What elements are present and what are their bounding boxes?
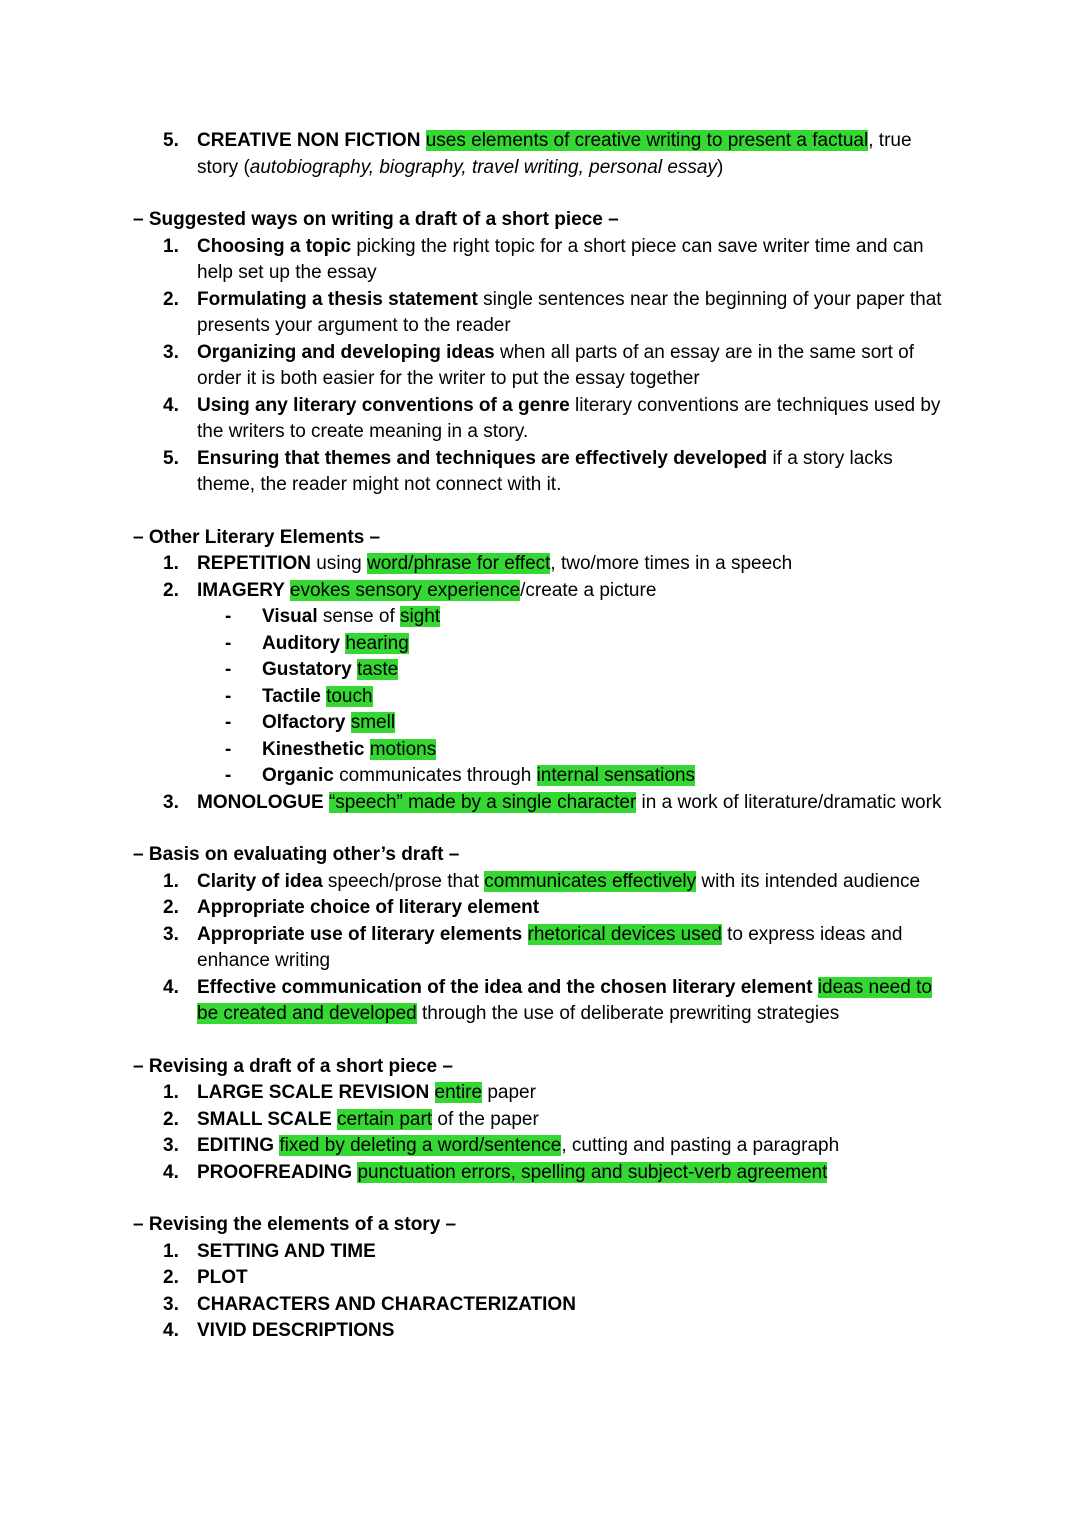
text-run: Visual (262, 606, 323, 627)
list-item-marker: 3. (163, 341, 179, 363)
list-item (133, 1292, 947, 1319)
list-item-text (262, 631, 947, 658)
list-item (133, 763, 947, 790)
section-heading-text: – Revising a draft of a short piece – (133, 1055, 453, 1077)
list-item (133, 737, 947, 764)
list-item (133, 287, 947, 340)
list-item-text (197, 1239, 947, 1266)
list (133, 234, 947, 499)
list-item-marker: - (225, 712, 232, 733)
text-run: literary conventions are techniques used by the writers to create meaning in a story. (197, 394, 941, 442)
section-heading (133, 1212, 947, 1239)
text-run: autobiography, biography, travel writing, personal essay (249, 156, 717, 178)
list-item-marker: 3. (163, 1293, 179, 1315)
list-item-marker: 4. (163, 976, 179, 998)
list-item (133, 446, 947, 499)
list-item-text (197, 1133, 947, 1160)
list-item-text (262, 604, 947, 631)
list-item (133, 340, 947, 393)
text-run: MONOLOGUE (197, 791, 329, 813)
text-run: if a story lacks theme, the reader might not connect with it. (197, 447, 893, 495)
list-item-text (197, 128, 947, 181)
list-item (133, 922, 947, 975)
highlighted-text-run: “speech” made by a single character (328, 791, 637, 813)
highlighted-text-run: uses elements of creative writing to present a factual (425, 130, 869, 151)
text-run: SMALL SCALE (197, 1108, 338, 1130)
highlighted-text-run: entire (434, 1082, 483, 1103)
text-run: PROOFREADING (197, 1161, 358, 1183)
text-run: Kinesthetic (262, 738, 370, 760)
text-run: paper (482, 1082, 536, 1103)
text-run: /create a picture (520, 579, 657, 601)
list-item-marker: 4. (163, 394, 179, 416)
list-item-marker: 2. (163, 288, 179, 310)
list-item (133, 684, 947, 711)
list-item-marker: 1. (163, 1082, 179, 1103)
section-heading-text: – Revising the elements of a story – (133, 1214, 457, 1235)
text-run: , true story ( (197, 130, 912, 178)
text-run: Appropriate choice of literary element (197, 897, 540, 918)
text-run: Olfactory (262, 712, 351, 733)
list-item-marker: 2. (163, 897, 179, 918)
highlighted-text-run: touch (326, 685, 373, 707)
text-run: through the use of deliberate prewriting strategies (416, 1003, 840, 1024)
list-item (133, 1160, 947, 1187)
text-run: Effective communication of the idea and the chosen literary element (197, 976, 818, 998)
list-item (133, 975, 947, 1028)
text-run: VIVID DESCRIPTIONS (197, 1320, 395, 1341)
list-item (133, 604, 947, 631)
text-run: Formulating a thesis statement (197, 288, 484, 310)
list-item-marker: 2. (163, 579, 179, 601)
text-run: CREATIVE NON FICTION (197, 130, 426, 151)
list-item-marker: - (225, 685, 232, 707)
text-run: when all parts of an essay are in the same sort of order it is both easier for the writer to put the essay together (197, 341, 914, 389)
text-run: Organizing and developing ideas (197, 341, 500, 363)
text-run: Organic (262, 765, 340, 786)
list-item-marker: - (225, 659, 232, 680)
text-run: single sentences near the beginning of your paper that presents your argument to the reader (197, 288, 942, 336)
text-run: using (316, 553, 367, 574)
highlighted-text-run: rhetorical devices used (527, 923, 722, 945)
list-item-marker: 1. (163, 1240, 179, 1262)
highlighted-text-run: ideas need to be created and developed (197, 976, 932, 1024)
list-item (133, 710, 947, 737)
text-run: IMAGERY (197, 579, 290, 601)
list-item (133, 128, 947, 181)
list-item-marker: - (225, 738, 232, 760)
section-heading (133, 1054, 947, 1081)
highlighted-text-run: taste (357, 659, 399, 680)
list-item (133, 1239, 947, 1266)
list (133, 869, 947, 1028)
list-item (133, 631, 947, 658)
list-item-text (197, 578, 947, 605)
highlighted-text-run: internal sensations (536, 765, 696, 786)
text-run: speech/prose that (327, 870, 485, 892)
text-run: PLOT (197, 1267, 248, 1288)
text-run: Ensuring that themes and techniques are effectively developed (197, 447, 773, 469)
highlighted-text-run: smell (350, 712, 396, 733)
highlighted-text-run: punctuation errors, spelling and subject-verb agreement (357, 1161, 828, 1183)
section-heading (133, 207, 947, 234)
highlighted-text-run: communicates effectively (484, 870, 697, 892)
highlighted-text-run: hearing (345, 632, 409, 654)
list-item-text (197, 975, 947, 1028)
list-item (133, 895, 947, 922)
list-item (133, 234, 947, 287)
text-run: with its intended audience (696, 870, 921, 892)
list-item-marker: 3. (163, 791, 179, 813)
text-run: SETTING AND TIME (197, 1240, 376, 1262)
list-item (133, 1133, 947, 1160)
text-run: Using any literary conventions of a genre (197, 394, 575, 416)
text-run: sense of (322, 606, 401, 627)
list (133, 128, 947, 181)
highlighted-text-run: sight (400, 606, 441, 627)
list-item-text (197, 1318, 947, 1345)
list-item-marker: 3. (163, 1135, 179, 1156)
list-item-text (262, 710, 947, 737)
section-heading (133, 525, 947, 552)
text-run: Auditory (262, 632, 346, 654)
list-item-text (197, 869, 947, 896)
list-item-marker: 5. (163, 130, 179, 151)
list-item-text (262, 657, 947, 684)
text-run: communicates through (339, 765, 537, 786)
highlighted-text-run: fixed by deleting a word/sentence (279, 1135, 562, 1156)
text-run: Choosing a topic (197, 235, 357, 257)
list-item-text (262, 684, 947, 711)
list-item-text (197, 393, 947, 446)
list-item-marker: 5. (163, 447, 179, 469)
list-item-text (197, 1080, 947, 1107)
text-run: Gustatory (262, 659, 358, 680)
text-run: Clarity of idea (197, 870, 328, 892)
list-item-marker: 3. (163, 923, 179, 945)
list-item (133, 790, 947, 817)
highlighted-text-run: motions (369, 738, 437, 760)
list-item-marker: - (225, 632, 232, 654)
list-item (133, 1080, 947, 1107)
list-item-marker: 2. (163, 1267, 179, 1288)
list-item (133, 869, 947, 896)
text-run: LARGE SCALE REVISION (197, 1082, 435, 1103)
section-heading-text: – Other Literary Elements – (133, 526, 381, 548)
list-item-text (197, 551, 947, 578)
text-run: ) (716, 156, 724, 178)
list-item-text (197, 340, 947, 393)
list-item-text (197, 790, 947, 817)
section-heading-text: – Suggested ways on writing a draft of a short piece – (133, 209, 619, 230)
text-run: of the paper (432, 1108, 539, 1130)
list-item-marker: 4. (163, 1161, 179, 1183)
list-item-marker: 2. (163, 1108, 179, 1130)
list-item (133, 393, 947, 446)
list-item-marker: 4. (163, 1320, 179, 1341)
list-item-text (197, 1292, 947, 1319)
section-heading (133, 842, 947, 869)
list-item-marker: - (225, 606, 232, 627)
list (133, 551, 947, 816)
list-item (133, 551, 947, 578)
list-item-text (197, 1265, 947, 1292)
list-item-text (197, 234, 947, 287)
highlighted-text-run: evokes sensory experience (289, 579, 521, 601)
text-run: in a work of literature/dramatic work (636, 791, 942, 813)
section-heading-text: – Basis on evaluating other’s draft – (133, 844, 460, 865)
text-run: EDITING (197, 1135, 280, 1156)
list (133, 1080, 947, 1186)
text-run: Tactile (262, 685, 327, 707)
list-item (133, 1265, 947, 1292)
text-run: to express ideas and enhance writing (197, 923, 903, 971)
list-item-marker: 1. (163, 870, 179, 892)
list-item-text (197, 922, 947, 975)
text-run: Appropriate use of literary elements (197, 923, 528, 945)
text-run: REPETITION (197, 553, 317, 574)
text-run: CHARACTERS AND CHARACTERIZATION (197, 1293, 576, 1315)
list-item-text (197, 1160, 947, 1187)
highlighted-text-run: certain part (337, 1108, 433, 1130)
text-run: , cutting and pasting a paragraph (561, 1135, 840, 1156)
list-item (133, 1318, 947, 1345)
list-item (133, 1107, 947, 1134)
list-item-marker: 1. (163, 553, 179, 574)
list-item-text (262, 737, 947, 764)
list-item-marker: - (225, 765, 232, 786)
list-item-text (197, 446, 947, 499)
list-item-text (197, 895, 947, 922)
list-item (133, 657, 947, 684)
list-item (133, 578, 947, 605)
list-item-text (197, 287, 947, 340)
highlighted-text-run: word/phrase for effect (367, 553, 551, 574)
text-run: picking the right topic for a short piece can save writer time and can help set up the essay (197, 235, 924, 283)
list-item-marker: 1. (163, 235, 179, 257)
text-run: , two/more times in a speech (550, 553, 793, 574)
list-item-text (197, 1107, 947, 1134)
list-item-text (262, 763, 947, 790)
list (133, 1239, 947, 1345)
